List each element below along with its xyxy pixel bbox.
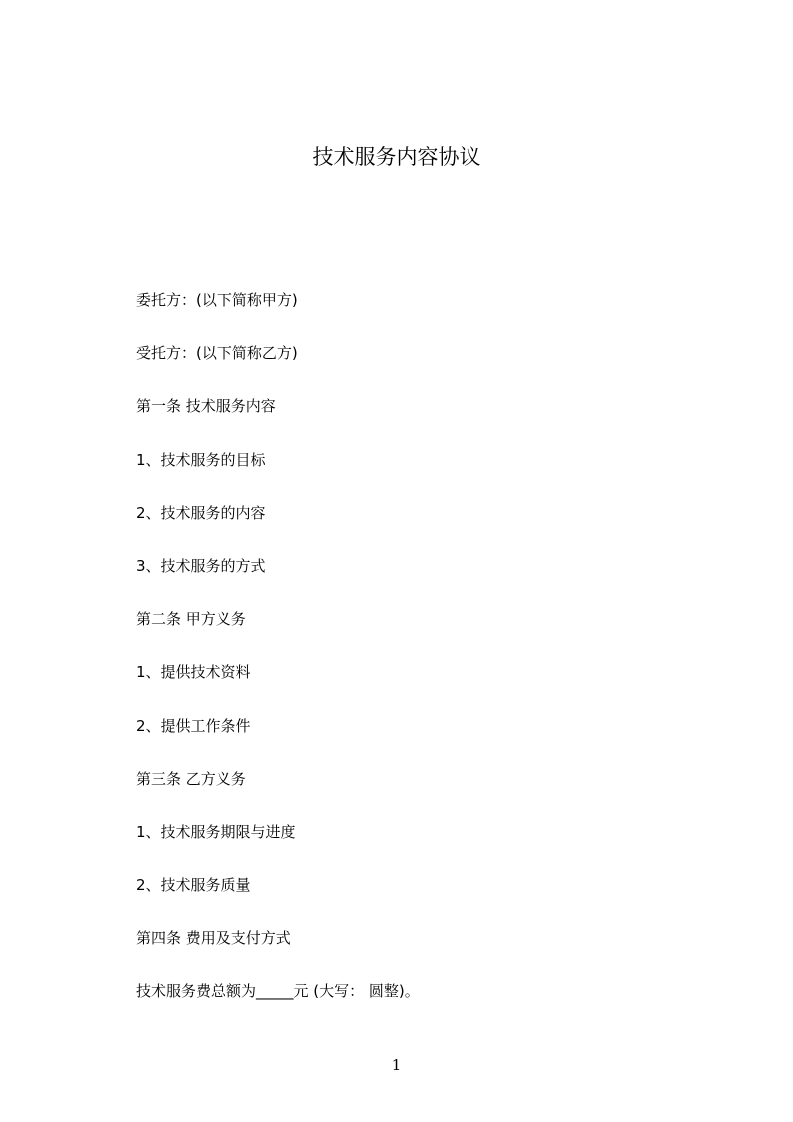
article-1-item-2: 2、技术服务的内容	[136, 503, 266, 522]
article-1-item-3: 3、技术服务的方式	[136, 556, 266, 575]
document-title: 技术服务内容协议	[312, 145, 481, 169]
document-body	[136, 289, 696, 1034]
service-fee-line: 技术服务费总额为_____元 (大写： 圆整)。	[136, 982, 420, 1001]
article-4-heading: 第四条 费用及支付方式	[136, 929, 291, 948]
article-3-item-1: 1、技术服务期限与进度	[136, 822, 296, 841]
article-1-heading: 第一条 技术服务内容	[136, 397, 276, 416]
page-number: 1	[391, 1056, 402, 1074]
article-2-item-2: 2、提供工作条件	[136, 716, 251, 735]
article-2-item-1: 1、提供技术资料	[136, 663, 251, 682]
article-1-item-1: 1、技术服务的目标	[136, 450, 266, 469]
article-3-heading: 第三条 乙方义务	[136, 769, 246, 788]
article-3-item-2: 2、技术服务质量	[136, 876, 251, 895]
article-2-heading: 第二条 甲方义务	[136, 610, 246, 629]
client-party-line: 委托方：(以下简称甲方)	[136, 291, 298, 309]
contractor-party-line: 受托方：(以下简称乙方)	[136, 344, 298, 363]
